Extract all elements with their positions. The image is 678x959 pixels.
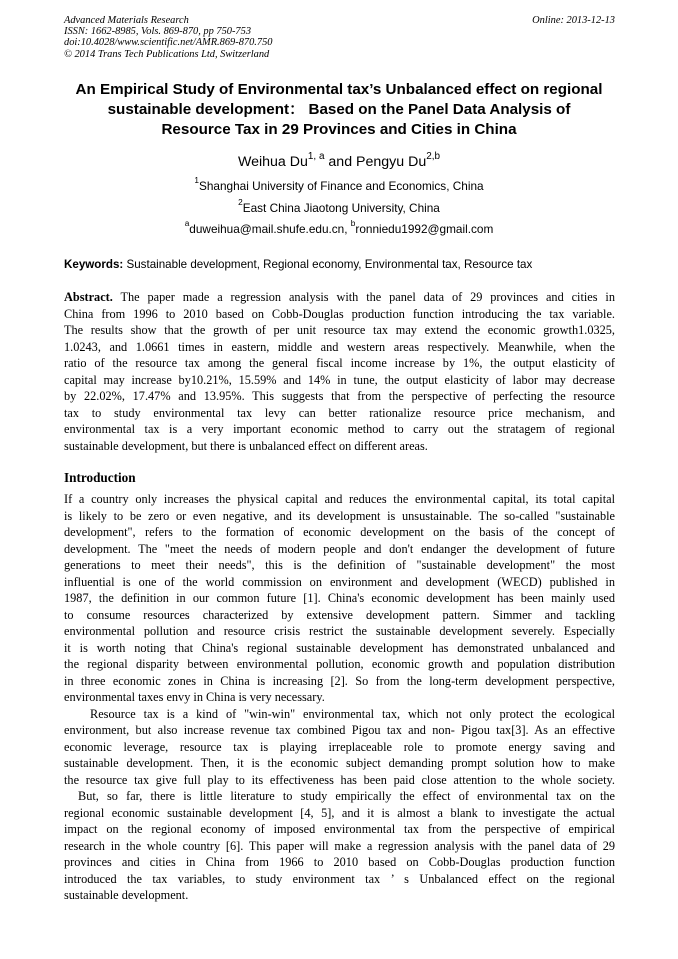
title-line: sustainable development： Based on the Panel Data Analysis of <box>107 101 571 118</box>
affiliation-1 <box>0 176 678 193</box>
issn-line: ISSN: 1662-8985, Vols. 869-870, pp 750-753 <box>64 26 252 38</box>
copyright-line: © 2014 Trans Tech Publications Ltd, Switzerland <box>64 48 270 60</box>
affiliation-superscript: 2 <box>238 198 243 207</box>
abstract-line: by 22.02%, 17.47% and 13.95%. This suggests that from the perspective of perfecting the resource <box>64 389 615 403</box>
online-date: Online: 2013-12-13 <box>532 15 615 26</box>
abstract-line: environmental tax is a very important economic method to carry out the stratagem of regional <box>64 422 615 436</box>
intro-line: impact on the regional economy of imposed environmental tax from the perspective of empirical <box>64 822 615 836</box>
keywords <box>64 258 624 271</box>
paper-title <box>40 80 638 140</box>
intro-line: is likely to be zero or even negative, and its development is unsustainable. The so-called "sustainable <box>64 508 615 523</box>
intro-line: the resource tax give full play to its effectiveness has been paid close attention to the whole society. <box>64 772 615 787</box>
intro-line: economic leverage, resource tax is playing irreplaceable role to promote energy saving and <box>64 739 615 754</box>
intro-line: provinces and cities in China from 1966 to 2010 based on Cobb-Douglas production function <box>64 855 615 869</box>
intro-line: environment, but also increase revenue tax combined Pigou tax and non- Pigou tax[3]. As an effective <box>64 723 615 737</box>
section-heading-introduction: Introduction <box>64 470 136 485</box>
intro-line: influential is one of the world commission on environment and development (WECD) published in <box>64 574 615 589</box>
intro-line: it is worth noting that China's regional sustainable development has demonstrated unbalanced and <box>64 640 615 655</box>
intro-line: sustainable development. Then, it is the economic subject demanding prompt solution how to make <box>64 756 615 770</box>
abstract-line: sustainable development, but there is unbalanced effect on different areas. <box>64 438 428 453</box>
affiliation-text: East China Jiaotong University, China <box>242 201 440 215</box>
author-conjunction: and <box>324 154 357 170</box>
author-superscript: 1, a <box>307 151 325 162</box>
abstract-line <box>64 289 615 306</box>
keywords-text: Sustainable development, Regional economy, Environmental tax, Resource tax <box>123 258 533 271</box>
intro-line: If a country only increases the physical capital and reduces the environmental capital, its total capital <box>64 492 615 506</box>
author-name: Weihua Du <box>237 154 308 170</box>
author-list <box>0 151 678 170</box>
journal-name: Advanced Materials Research <box>64 15 189 26</box>
intro-line: the regional disparity between environmental pollution, economic growth and population distribution <box>64 657 615 671</box>
affiliation-text: Shanghai University of Finance and Economics, China <box>199 179 484 193</box>
email-link[interactable]: duweihua@mail.shufe.edu.cn, <box>189 222 351 236</box>
author-name: Pengyu Du <box>356 154 427 170</box>
intro-line: 1987, the definition in our common future [1]. China's economic development has been mainly used <box>64 591 615 605</box>
intro-line: environmental pollution and resource crisis restrict the sustainable development severely. Especially <box>64 624 615 638</box>
abstract-label: Abstract. <box>64 290 113 304</box>
intro-line: development", refers to the formation of economic development on the basis of the concept of <box>64 525 615 539</box>
intro-line: research in the whole country [6]. This paper will make a regression analysis with the panel data of 29 <box>64 838 615 853</box>
affiliation-superscript: 1 <box>194 176 199 185</box>
email-link[interactable]: ronniedu1992@gmail.com <box>355 222 494 236</box>
abstract-line: ratio of the resource tax among the general fiscal income increase by 1%, the output elasticity of <box>64 356 615 370</box>
intro-line: in three economic zones in China is increasing [2]. So from the long-term development perspective, <box>64 673 615 688</box>
abstract-text: The paper made a regression analysis with the panel data of 29 provinces and cities in <box>112 290 615 304</box>
intro-line: sustainable development. <box>64 888 189 902</box>
intro-line: But, so far, there is little literature to study empirically the effect of environmental tax on the <box>78 789 615 803</box>
abstract <box>64 289 615 454</box>
abstract-line: China from 1996 to 2010 based on Cobb-Douglas production function introducing the tax variable. <box>64 306 615 321</box>
abstract-line: The results show that the growth of per unit resource tax may extend the economic growth1.0325, <box>64 323 615 337</box>
abstract-line: tax to study environmental tax levy can better rationalize resource price mechanism, and <box>64 405 615 420</box>
abstract-line: 1.0243, and 1.0661 times in eastern, middle and western areas respectively. Meanwhile, when the <box>64 339 615 354</box>
keywords-label: Keywords: <box>64 258 124 271</box>
intro-line: regional economic sustainable development [4, 5], and it is almost a blank to investigate the actual <box>64 805 615 820</box>
title-line: An Empirical Study of Environmental tax’s Unbalanced effect on regional <box>75 81 603 98</box>
title-line: Resource Tax in 29 Provinces and Cities in China <box>161 121 517 138</box>
intro-line: Resource tax is a kind of "win-win" environmental tax, which not only protect the ecological <box>90 706 615 721</box>
doi-line: doi:10.4028/www.scientific.net/AMR.869-870.750 <box>64 37 273 49</box>
email-superscript: a <box>184 219 190 228</box>
intro-line: environmental taxes envy in China is very necessary. <box>64 690 325 704</box>
intro-line: generations to meet their needs", this is the definition of "sustainable development" the most <box>64 558 615 572</box>
intro-line: introduced the tax variables, to study environment tax ’ s Unbalanced effect on the regional <box>64 871 615 886</box>
author-superscript: 2,b <box>426 151 441 162</box>
author-emails <box>0 219 678 236</box>
journal-header <box>64 15 615 60</box>
abstract-line: capital may increase by10.21%, 15.59% and 14% in tune, the output elasticity of labor may decrease <box>64 372 615 387</box>
intro-line: to consume resources characterized by extensive development pattern. Simmer and tackling <box>64 607 615 622</box>
email-superscript: b <box>350 219 356 228</box>
introduction-body <box>64 491 615 904</box>
intro-line: development. The "meet the needs of modern people and don't endanger the development of future <box>64 541 615 556</box>
affiliation-2 <box>0 198 678 215</box>
